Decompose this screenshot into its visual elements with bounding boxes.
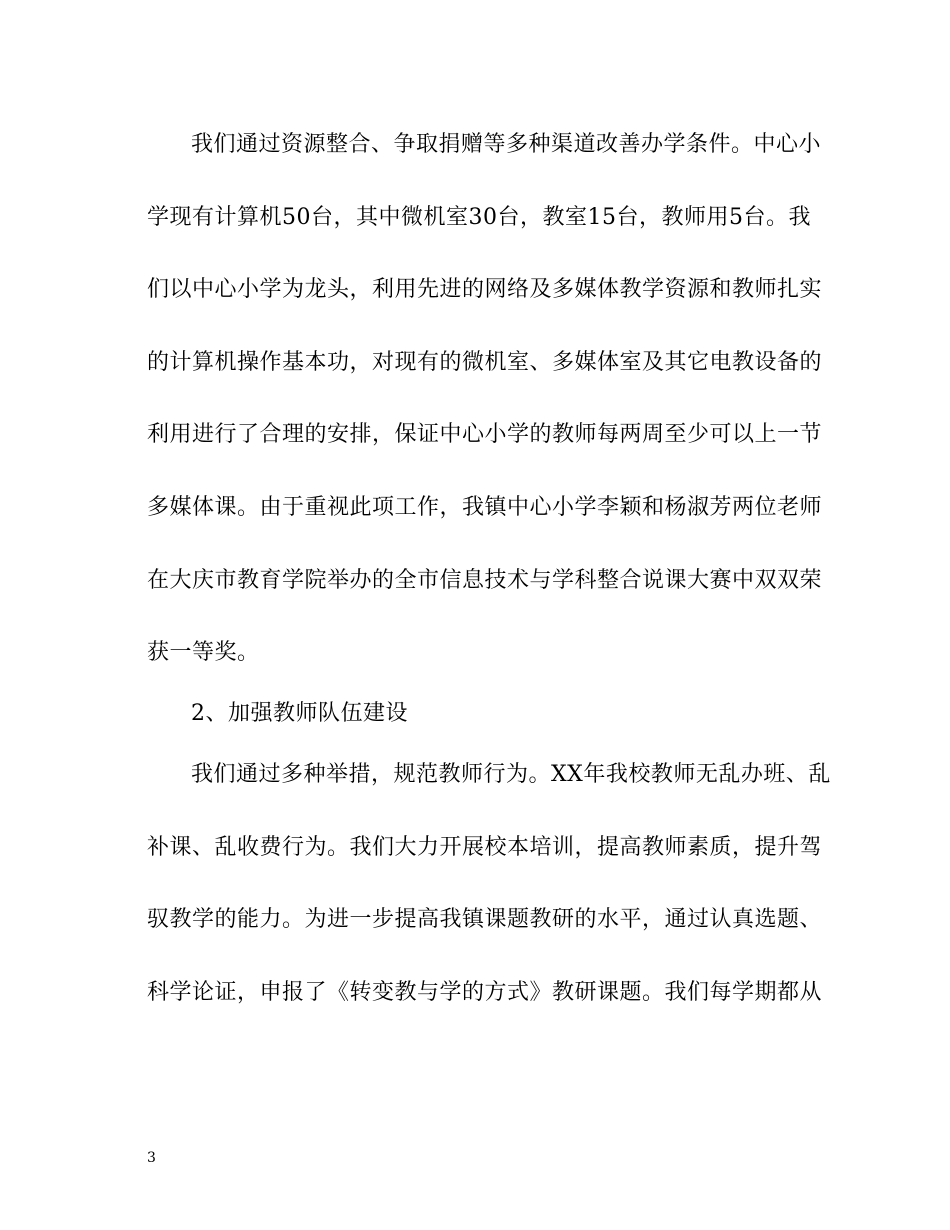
paragraph-line: 多媒体课。由于重视此项工作，我镇中心小学李颖和杨淑芳两位老师 xyxy=(147,495,823,520)
paragraph-line: 驭教学的能力。为进一步提高我镇课题教研的水平，通过认真选题、 xyxy=(147,907,823,932)
paragraph-line: 获一等奖。 xyxy=(147,640,260,665)
paragraph-line: 在大庆市教育学院举办的全市信息技术与学科整合说课大赛中双双荣 xyxy=(147,568,823,593)
paragraph-line: 我们通过多种举措，规范教师行为。XX年我校教师无乱办班、乱 xyxy=(191,762,831,787)
paragraph-line: 的计算机操作基本功，对现有的微机室、多媒体室及其它电教设备的 xyxy=(147,350,823,375)
paragraph-line: 利用进行了合理的安排，保证中心小学的教师每两周至少可以上一节 xyxy=(147,422,823,447)
paragraph-line: 补课、乱收费行为。我们大力开展校本培训，提高教师素质，提升驾 xyxy=(147,835,823,860)
paragraph-line: 科学论证，申报了《转变教与学的方式》教研课题。我们每学期都从 xyxy=(147,980,823,1005)
paragraph-line: 学现有计算机50台，其中微机室30台，教室15台，教师用5台。我 xyxy=(147,205,811,230)
page-number: 3 xyxy=(147,1150,156,1166)
paragraph-line: 我们通过资源整合、争取捐赠等多种渠道改善办学条件。中心小 xyxy=(191,132,822,157)
section-heading: 2、加强教师队伍建设 xyxy=(191,701,408,726)
paragraph-line: 们以中心小学为龙头，利用先进的网络及多媒体教学资源和教师扎实 xyxy=(147,277,823,302)
